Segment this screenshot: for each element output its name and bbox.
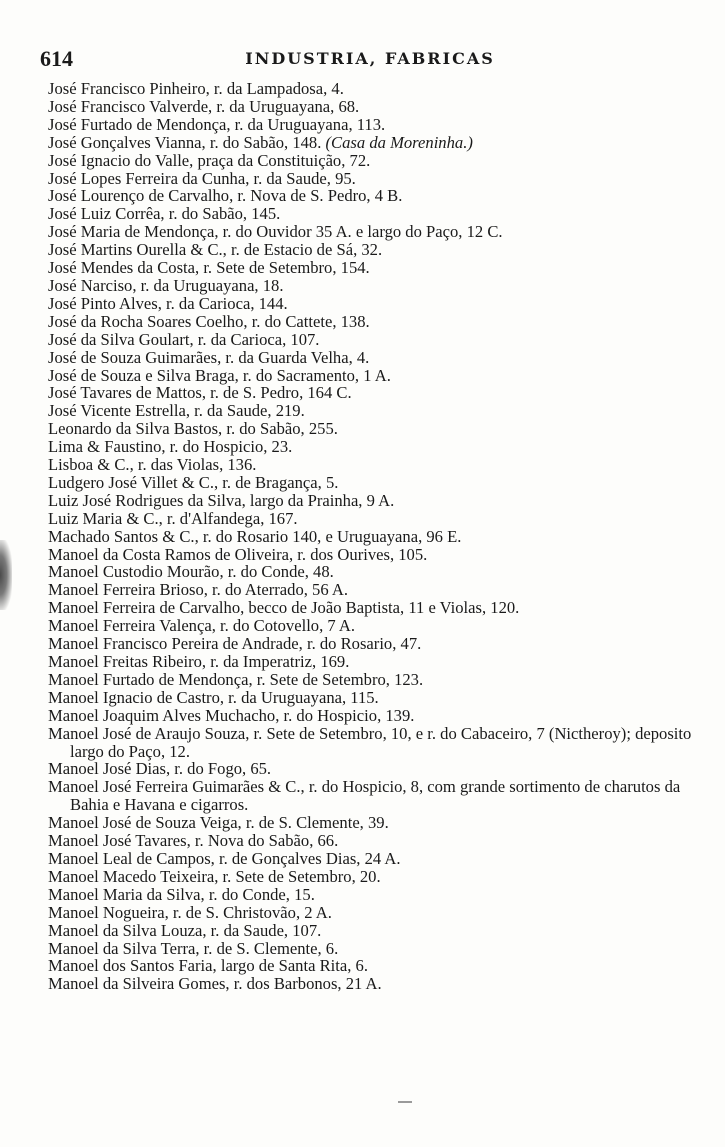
directory-entry: José Martins Ourella & C., r. de Estacio de Sá, 32.: [48, 240, 383, 260]
directory-entry: José Lourenço de Carvalho, r. Nova de S. Pedro, 4 B.: [48, 186, 403, 206]
directory-entry: Manoel da Costa Ramos de Oliveira, r. dos Ourives, 105.: [48, 544, 428, 564]
directory-entry: José Lopes Ferreira da Cunha, r. da Saude, 95.: [48, 168, 356, 188]
directory-entry: Manoel José de Souza Veiga, r. de S. Clemente, 39.: [48, 813, 389, 833]
directory-entry: Manoel Furtado de Mendonça, r. Sete de Setembro, 123.: [48, 669, 424, 689]
running-head: INDUSTRIA, FABRICAS: [245, 49, 495, 68]
directory-entry: José Francisco Pinheiro, r. da Lampadosa, 4.: [48, 79, 344, 98]
directory-entry: Manoel Custodio Mourão, r. do Conde, 48.: [48, 562, 334, 582]
directory-entry: Manoel Ferreira Valença, r. do Cotovello, 7 A.: [48, 616, 356, 636]
directory-entry: José da Silva Goulart, r. da Carioca, 107.: [48, 329, 320, 349]
directory-entry: Machado Santos & C., r. do Rosario 140, e Uruguayana, 96 E.: [48, 526, 462, 546]
directory-entry: José Ignacio do Valle, praça da Constituição, 72.: [48, 150, 371, 170]
directory-entry: Manoel Nogueira, r. de S. Christovão, 2 A.: [48, 902, 332, 922]
directory-entry: Manoel Maria da Silva, r. do Conde, 15.: [48, 884, 315, 904]
directory-entry: Luiz Maria & C., r. d'Alfandega, 167.: [48, 508, 298, 528]
directory-entry: José Pinto Alves, r. da Carioca, 144.: [48, 293, 288, 313]
directory-entry: Leonardo da Silva Bastos, r. do Sabão, 255.: [48, 419, 338, 439]
directory-entry: Lima & Faustino, r. do Hospicio, 23.: [48, 437, 293, 457]
directory-entry: José da Rocha Soares Coelho, r. do Cattete, 138.: [48, 311, 370, 331]
binding-shadow: [0, 540, 12, 610]
directory-entry: Manoel Ignacio de Castro, r. da Uruguayana, 115.: [48, 687, 379, 707]
directory-entry: Ludgero José Villet & C., r. de Bragança, 5.: [48, 472, 339, 492]
directory-entry: José de Souza Guimarães, r. da Guarda Velha, 4.: [48, 347, 370, 367]
directory-entries: [48, 80, 703, 993]
page-number: 614: [40, 46, 73, 71]
directory-entry: Manoel Leal de Campos, r. de Gonçalves Dias, 24 A.: [48, 848, 401, 868]
directory-entry: José Mendes da Costa, r. Sete de Setembro, 154.: [48, 258, 370, 278]
directory-entry: Manoel da Silva Louza, r. da Saude, 107.: [48, 920, 322, 940]
directory-entry: Manoel Ferreira de Carvalho, becco de João Baptista, 11 e Violas, 120.: [48, 598, 520, 618]
directory-entry: José de Souza e Silva Braga, r. do Sacramento, 1 A.: [48, 365, 391, 385]
directory-entry: [48, 134, 703, 152]
directory-entry: Manoel da Silveira Gomes, r. dos Barbonos, 21 A.: [48, 974, 382, 994]
footer-dash: [398, 1101, 412, 1103]
directory-entry: José Vicente Estrella, r. da Saude, 219.: [48, 401, 305, 421]
entry-text: José Gonçalves Vianna, r. do Sabão, 148.: [48, 132, 322, 152]
directory-entry: Manoel José de Araujo Souza, r. Sete de Setembro, 10, e r. do Cabaceiro, 7 (Nictheroy); deposito largo do Paço, 12.: [48, 723, 692, 761]
directory-entry: Manoel da Silva Terra, r. de S. Clemente, 6.: [48, 938, 339, 958]
directory-entry: Manoel José Ferreira Guimarães & C., r. do Hospicio, 8, com grande sortimento de charutos da Bahia e Havana e cigarros.: [48, 777, 681, 815]
directory-entry: José Francisco Valverde, r. da Uruguayana, 68.: [48, 96, 360, 116]
directory-entry: José Maria de Mendonça, r. do Ouvidor 35 A. e largo do Paço, 12 C.: [48, 222, 503, 242]
directory-entry: Manoel Ferreira Brioso, r. do Aterrado, 56 A.: [48, 580, 349, 600]
directory-entry: Manoel Francisco Pereira de Andrade, r. do Rosario, 47.: [48, 634, 422, 654]
directory-entry: José Furtado de Mendonça, r. da Uruguayana, 113.: [48, 114, 386, 134]
directory-entry: José Tavares de Mattos, r. de S. Pedro, 164 C.: [48, 383, 352, 403]
directory-entry: Manoel Macedo Teixeira, r. Sete de Setembro, 20.: [48, 866, 381, 886]
shop-name-note: (Casa da Moreninha.): [325, 132, 473, 152]
directory-entry: Manoel José Tavares, r. Nova do Sabão, 66.: [48, 831, 339, 851]
directory-entry: Manoel José Dias, r. do Fogo, 65.: [48, 759, 272, 779]
directory-entry: Manoel dos Santos Faria, largo de Santa Rita, 6.: [48, 956, 368, 976]
page-header: [40, 46, 700, 74]
directory-entry: Manoel Freitas Ribeiro, r. da Imperatriz, 169.: [48, 652, 350, 671]
directory-entry: José Luiz Corrêa, r. do Sabão, 145.: [48, 204, 281, 224]
directory-entry: Lisboa & C., r. das Violas, 136.: [48, 455, 257, 475]
directory-entry: José Narciso, r. da Uruguayana, 18.: [48, 275, 284, 295]
directory-entry: Manoel Joaquim Alves Muchacho, r. do Hospicio, 139.: [48, 705, 415, 725]
directory-entry: Luiz José Rodrigues da Silva, largo da Prainha, 9 A.: [48, 490, 395, 510]
